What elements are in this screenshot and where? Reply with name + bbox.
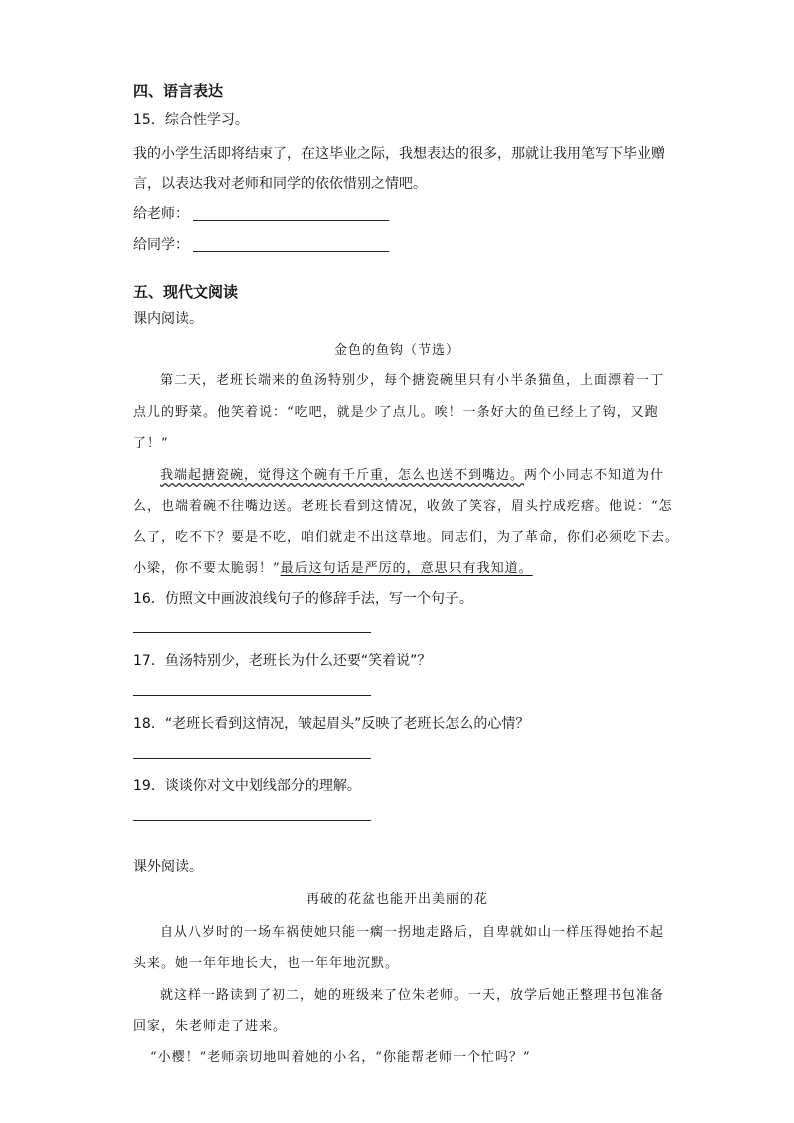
out-of-class-reading-label: 课外阅读。 [133,859,203,875]
classmate-answer-row [133,234,389,254]
section4-heading: 四、语言表达 [133,82,224,100]
p1-line1: 第二天，老班长端来的鱼汤特别少，每个搪瓷碗里只有小半条猫鱼，上面漂着一丁 [160,373,665,388]
p2-line4-plain: 小梁，你不要太脆弱！” [133,561,281,576]
teacher-answer-blank[interactable] [193,206,389,221]
classmate-label: 给同学： [133,237,189,253]
teacher-label: 给老师： [133,206,189,222]
wavy-underlined-sentence: 我端起搪瓷碗，觉得这个碗有千斤重，怎么也送不到嘴边。 [160,468,525,483]
q15-text-line2: 言，以表达我对老师和同学的依依惜别之情吧。 [133,176,427,192]
q18-answer-line[interactable] [133,758,371,759]
p2-line1 [160,464,664,483]
p2-line3: 么了，吃不下？要是不吃，咱们就走不出这草地。同志们，为了革命，你们必须吃下去。 [133,530,680,545]
q15-title: 15．综合性学习。 [133,112,249,128]
in-class-reading-label: 课内阅读。 [133,311,203,327]
q19-text: 19．谈谈你对文中划线部分的理解。 [133,778,361,794]
p1-line2: 点儿的野菜。他笑着说：“吃吧，就是少了点儿。唉！一条好大的鱼已经上了钩，又跑 [133,405,659,420]
underlined-sentence: 最后这句话是严厉的，意思只有我知道。 [280,561,533,576]
q17-text: 17．鱼汤特别少，老班长为什么还要“笑着说”？ [133,653,432,669]
q18-text: 18．“老班长看到这情况，皱起眉头”反映了老班长怎么的心情？ [133,716,530,732]
q17-answer-line[interactable] [133,695,371,696]
p4-line1: 就这样一路读到了初二，她的班级来了位朱老师。一天，放学后她正整理书包准备 [160,988,665,1003]
p4-line2: 回家，朱老师走了进来。 [133,1019,288,1034]
p2-line4 [133,557,533,576]
p3-line1: 自从八岁时的一场车祸使她只能一瘸一拐地走路后，自卑就如山一样压得她抬不起 [160,925,665,940]
q16-text: 16．仿照文中画波浪线句子的修辞手法，写一个句子。 [133,591,473,607]
q15-text-line1: 我的小学生活即将结束了，在这毕业之际，我想表达的很多，那就让我用笔写下毕业赠 [133,146,665,162]
classmate-answer-blank[interactable] [193,237,389,252]
passage1-title: 金色的鱼钩（节选） [333,343,460,358]
passage2-title: 再破的花盆也能开出美丽的花 [305,892,488,907]
p1-line3: 了！” [133,436,169,451]
p5-line1: “小樱！”老师亲切地叫着她的小名，“你能帮老师一个忙吗？” [150,1050,531,1065]
teacher-answer-row [133,203,389,223]
q19-answer-line[interactable] [133,820,371,821]
section5-heading: 五、现代文阅读 [133,283,239,301]
q16-answer-line[interactable] [133,632,371,633]
p3-line2: 头来。她一年年地长大，也一年年地沉默。 [133,956,400,971]
p2-line2: 么，也端着碗不往嘴边送。老班长看到这情况，收敛了笑容，眉头拧成疙瘩。他说：“怎 [133,499,673,514]
p2-line1-rest: 两个小同志不知道为什 [524,468,665,483]
